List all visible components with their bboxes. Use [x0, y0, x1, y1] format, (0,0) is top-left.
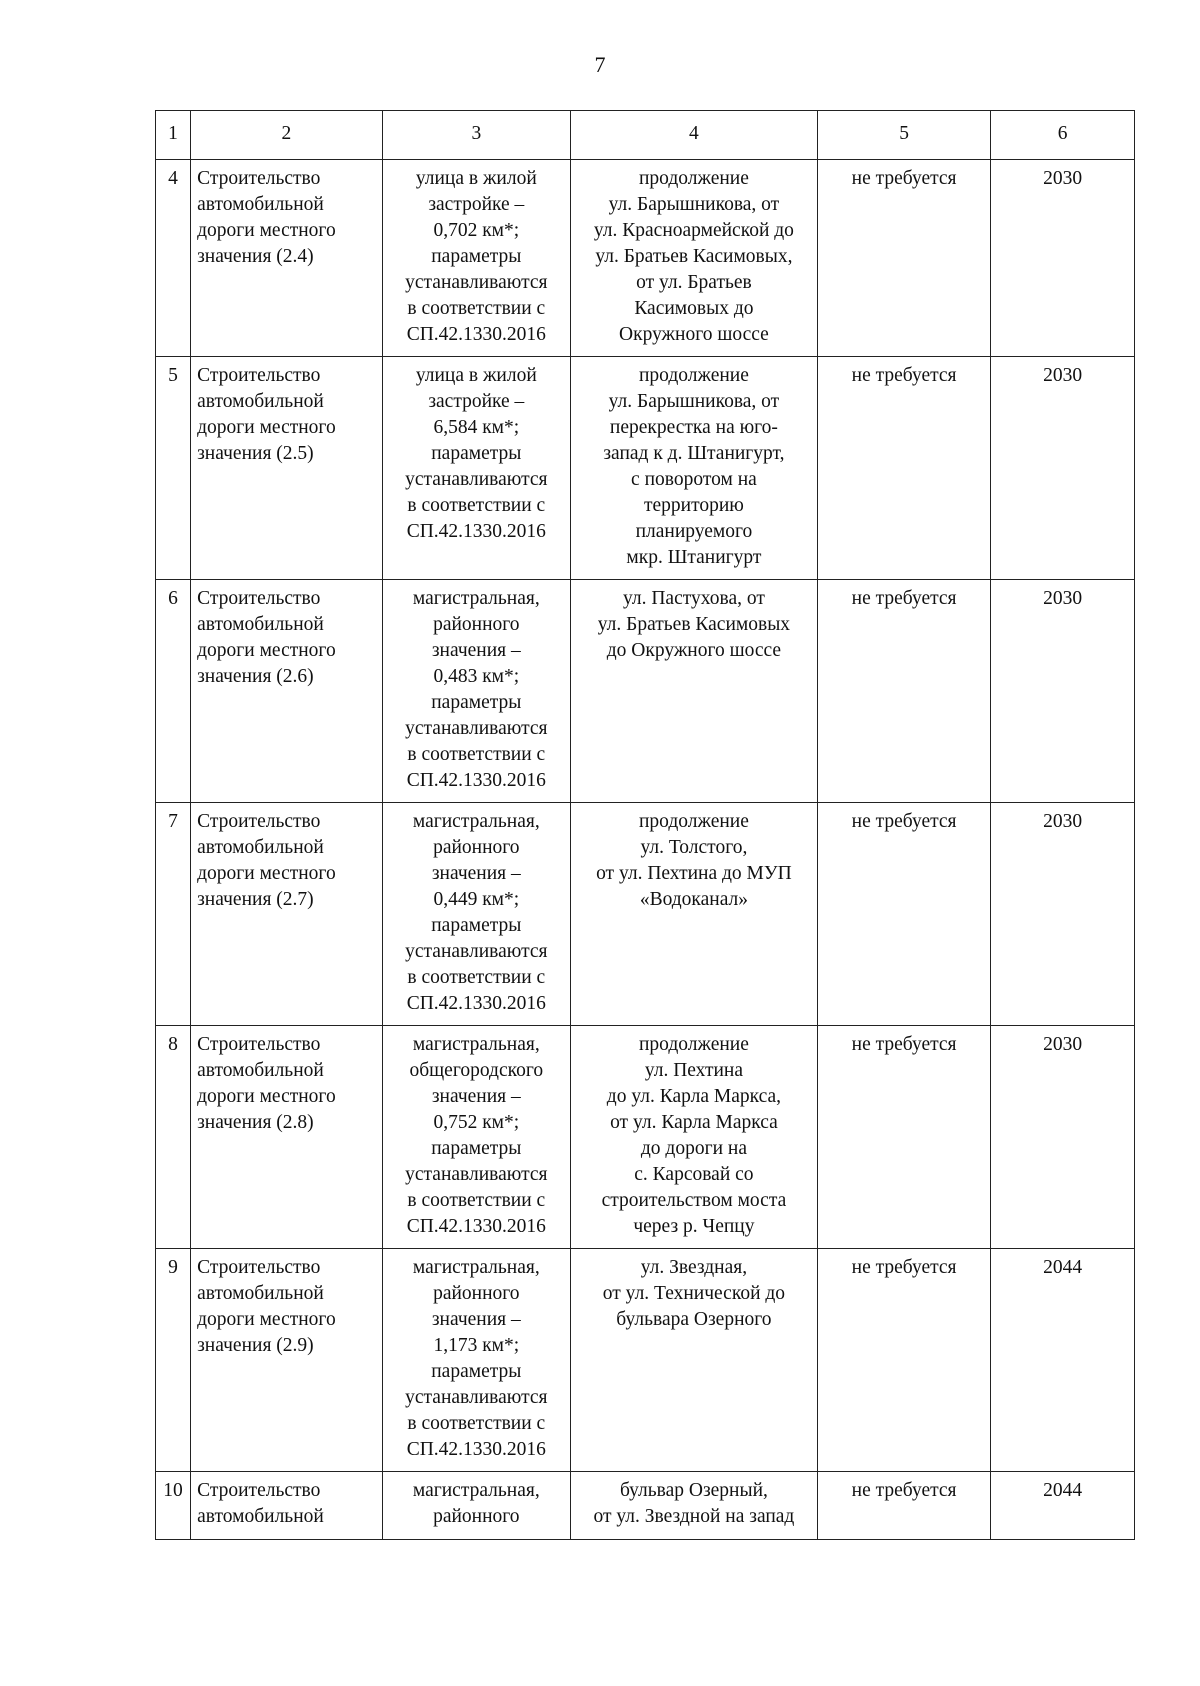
completion-year: 2030	[991, 580, 1135, 803]
completion-year: 2030	[991, 803, 1135, 1026]
table-row	[156, 1249, 1135, 1472]
object-params: улица в жилой застройке – 0,702 км*; параметры устанавливаются в соответствии с СП.42.1330.2016	[382, 160, 570, 357]
object-name: Строительство автомобильной дороги местного значения (2.4)	[191, 160, 383, 357]
object-location: ул. Пастухова, от ул. Братьев Касимовых до Окружного шоссе	[570, 580, 817, 803]
table-row	[156, 1026, 1135, 1249]
object-name: Строительство автомобильной	[191, 1472, 383, 1540]
table-row	[156, 160, 1135, 357]
header-col-5: 5	[817, 111, 990, 160]
completion-year: 2044	[991, 1472, 1135, 1540]
page-number: 7	[594, 52, 606, 77]
objects-table	[155, 110, 1135, 1540]
row-number: 4	[156, 160, 191, 357]
object-params: магистральная, общегородского значения – 0,752 км*; параметры устанавливаются в соответствии с СП.42.1330.2016	[382, 1026, 570, 1249]
completion-year: 2044	[991, 1249, 1135, 1472]
object-location: продолжение ул. Барышникова, от перекрестка на юго- запад к д. Штанигурт, с поворотом на территорию планируемого мкр. Штанигурт	[570, 357, 817, 580]
protection-zone: не требуется	[817, 1026, 990, 1249]
protection-zone: не требуется	[817, 357, 990, 580]
object-name: Строительство автомобильной дороги местного значения (2.9)	[191, 1249, 383, 1472]
header-col-1: 1	[156, 111, 191, 160]
header-col-3: 3	[382, 111, 570, 160]
object-location: ул. Звездная, от ул. Технической до бульвара Озерного	[570, 1249, 817, 1472]
completion-year: 2030	[991, 1026, 1135, 1249]
row-number: 8	[156, 1026, 191, 1249]
completion-year: 2030	[991, 160, 1135, 357]
object-params: магистральная, районного значения – 0,483 км*; параметры устанавливаются в соответствии с СП.42.1330.2016	[382, 580, 570, 803]
table-row	[156, 1472, 1135, 1540]
object-location: бульвар Озерный, от ул. Звездной на запад	[570, 1472, 817, 1540]
object-name: Строительство автомобильной дороги местного значения (2.5)	[191, 357, 383, 580]
table-row	[156, 803, 1135, 1026]
object-location: продолжение ул. Толстого, от ул. Пехтина до МУП «Водоканал»	[570, 803, 817, 1026]
object-params: магистральная, районного значения – 1,173 км*; параметры устанавливаются в соответствии с СП.42.1330.2016	[382, 1249, 570, 1472]
header-col-2: 2	[191, 111, 383, 160]
table-header-row	[156, 111, 1135, 160]
object-params: улица в жилой застройке – 6,584 км*; параметры устанавливаются в соответствии с СП.42.1330.2016	[382, 357, 570, 580]
object-location: продолжение ул. Пехтина до ул. Карла Маркса, от ул. Карла Маркса до дороги на с. Карсовай со строительством моста через р. Чепцу	[570, 1026, 817, 1249]
row-number: 5	[156, 357, 191, 580]
header-col-4: 4	[570, 111, 817, 160]
protection-zone: не требуется	[817, 1249, 990, 1472]
object-location: продолжение ул. Барышникова, от ул. Красноармейской до ул. Братьев Касимовых, от ул. Братьев Касимовых до Окружного шоссе	[570, 160, 817, 357]
protection-zone: не требуется	[817, 580, 990, 803]
row-number: 9	[156, 1249, 191, 1472]
object-params: магистральная, районного	[382, 1472, 570, 1540]
protection-zone: не требуется	[817, 160, 990, 357]
row-number: 10	[156, 1472, 191, 1540]
completion-year: 2030	[991, 357, 1135, 580]
protection-zone: не требуется	[817, 803, 990, 1026]
row-number: 7	[156, 803, 191, 1026]
object-params: магистральная, районного значения – 0,449 км*; параметры устанавливаются в соответствии с СП.42.1330.2016	[382, 803, 570, 1026]
object-name: Строительство автомобильной дороги местного значения (2.7)	[191, 803, 383, 1026]
row-number: 6	[156, 580, 191, 803]
object-name: Строительство автомобильной дороги местного значения (2.8)	[191, 1026, 383, 1249]
table-row	[156, 580, 1135, 803]
table-row	[156, 357, 1135, 580]
header-col-6: 6	[991, 111, 1135, 160]
protection-zone: не требуется	[817, 1472, 990, 1540]
object-name: Строительство автомобильной дороги местного значения (2.6)	[191, 580, 383, 803]
